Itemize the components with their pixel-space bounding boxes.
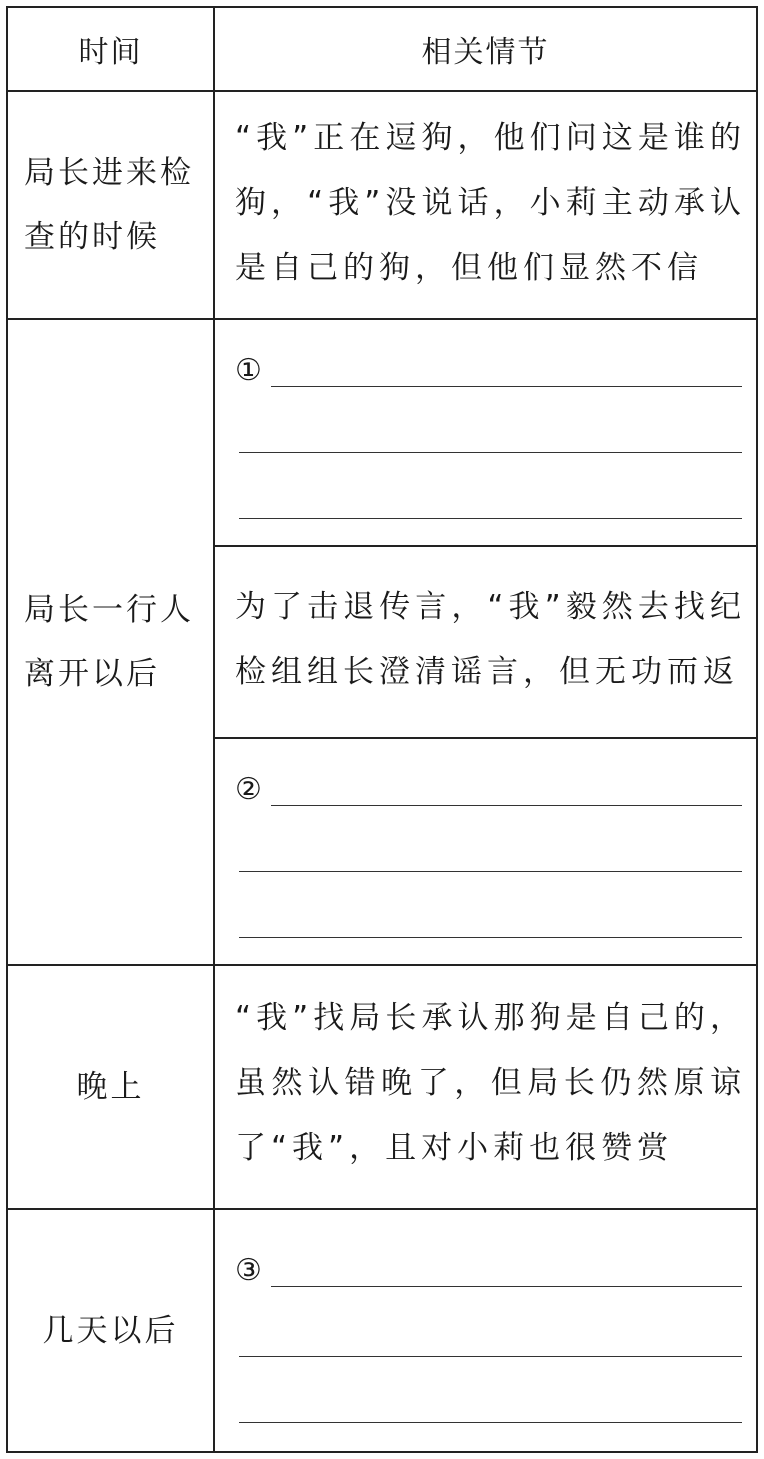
time-text: 局长进来检查的时候	[24, 155, 194, 255]
writing-line	[271, 805, 742, 806]
circled-marker: ③	[235, 1253, 262, 1288]
plot-cell: 为了击退传言，“我”毅然去找纪检组组长澄清谣言，但无功而返	[235, 589, 746, 690]
writing-line	[271, 386, 742, 387]
time-text: 局长一行人离开以后	[24, 592, 194, 692]
time-text: 几天以后	[42, 1312, 179, 1349]
answer-blank-1[interactable]	[215, 320, 756, 545]
answer-blank-2[interactable]	[215, 739, 756, 964]
plot-table	[6, 6, 758, 1453]
time-cell	[8, 320, 213, 964]
writing-line	[239, 937, 742, 938]
writing-line	[239, 1356, 742, 1357]
plot-cell: “我”正在逗狗，他们问这是谁的狗，“我”没说话，小莉主动承认是自己的狗，但他们显然不信	[235, 120, 746, 286]
time-text: 晚上	[76, 1069, 145, 1105]
writing-line	[271, 1286, 742, 1287]
time-cell	[8, 966, 213, 1208]
answer-blank-3[interactable]	[215, 1210, 756, 1451]
header-time: 时间	[78, 35, 143, 70]
circled-marker: ①	[235, 353, 262, 388]
writing-line	[239, 518, 742, 519]
time-cell	[8, 1210, 213, 1451]
writing-line	[239, 1422, 742, 1423]
circled-marker: ②	[235, 772, 262, 807]
writing-line	[239, 871, 742, 872]
header-plot: 相关情节	[421, 35, 550, 70]
time-cell	[8, 92, 213, 318]
writing-line	[239, 452, 742, 453]
plot-cell: “我”找局长承认那狗是自己的，虽然认错晚了，但局长仍然原谅了“我”，且对小莉也很赞赏	[235, 1000, 746, 1166]
